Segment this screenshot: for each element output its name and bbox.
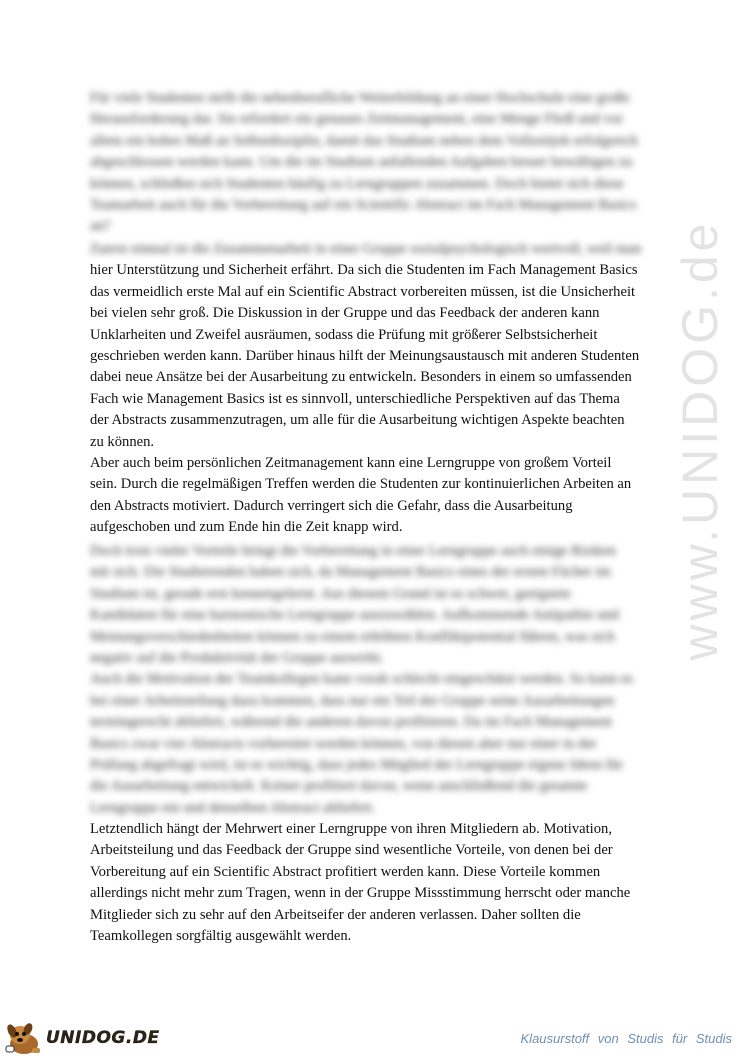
text-line: Meinungsverschiedenheiten können zu einem erhöhten Konfliktpotential führen, was sich — [90, 628, 615, 645]
text-line: geschrieben werden kann. Darüber hinaus hilft der Meinungsaustausch mit anderen Studenten — [90, 348, 640, 365]
text-line: zu können. — [90, 433, 155, 450]
text-line: den Abstracts motiviert. Dadurch verringert sich die Gefahr, dass die Ausarbeitung — [90, 497, 573, 514]
text-line: mit sich. Die Studierenden haben sich, da Management Basics eines der ersten Fächer im — [90, 564, 611, 581]
text-line: bei vielen sehr groß. Die Diskussion in der Gruppe und das Feedback der anderen kann — [90, 305, 600, 322]
text-line: Auch die Motivation der Teamkollegen kann vorab schlecht eingeschätzt werden. So kann es — [90, 671, 633, 688]
text-line: Teamarbeit auch für die Vorbereitung auf ein Scientific Abstract im Fach Management Basics — [90, 197, 637, 214]
text-line: Aber auch beim persönlichen Zeitmanagement kann eine Lerngruppe von großem Vorteil — [90, 455, 612, 472]
text-line: die Ausarbeitung entwickelt. Keiner profitiert davon, wenn anschließend die gesamte — [90, 778, 588, 795]
text-line: Kandidaten für eine harmonische Lerngruppe auszuwählen. Aufkommende Antipathie und — [90, 607, 619, 624]
unidog-logo[interactable] — [2, 1020, 160, 1056]
text-line: Letztendlich hängt der Mehrwert einer Lerngruppe von ihren Mitgliedern ab. Motivation, — [90, 821, 612, 837]
paragraph-conclusion — [90, 819, 662, 947]
text-line: dabei neue Ansätze bei der Ausarbeitung zu entwickeln. Besonders in einem so umfassenden — [90, 369, 632, 386]
text-line: an? — [90, 218, 111, 235]
text-line: Vorbereitung auf ein Scientific Abstract profitiert werden kann. Diese Vorteile kommen — [90, 863, 601, 880]
text-line: abgeschlossen werden kann. Um die im Studium anfallenden Aufgaben besser bewältigen zu — [90, 154, 633, 171]
text-line: Doch trotz vieler Vorteile bringt die Vorbereitung in einer Lerngruppe auch einige Risiken — [90, 543, 616, 559]
text-line: können, schließen sich Studenten häufig zu Lerngruppen zusammen. Doch bietet sich diese — [90, 175, 624, 192]
text-line-blurred: Zuerst einmal ist die Zusammenarbeit in einer Gruppe sozialpsychologisch wertvoll, weil man — [90, 241, 642, 257]
paragraph-advantages — [90, 239, 662, 539]
text-line: Teamkollegen sorgfältig ausgewählt werden. — [90, 928, 352, 945]
paragraph-intro-blurred — [90, 88, 662, 238]
text-line: Studium ist, gerade erst kennengelernt. Aus diesem Grund ist es schwer, geeignete — [90, 585, 571, 602]
dog-mascot-icon — [2, 1020, 46, 1056]
text-line: Arbeitsteilung und das Feedback der Gruppe sind wesentliche Vorteile, von denen bei der — [90, 842, 613, 859]
text-line: hier Unterstützung und Sicherheit erfährt. Da sich die Studenten im Fach Management Basics — [90, 262, 638, 279]
text-line: sein. Durch die regelmäßigen Treffen werden die Studenten zur kontinuierlichen Arbeiten an — [90, 476, 632, 493]
footer-tagline: Klausurstoff von Studis für Studis — [520, 1031, 732, 1046]
text-line: Fach wie Management Basics ist es sinnvoll, unterschiedliche Perspektiven auf das Thema — [90, 390, 620, 407]
text-line: der Abstracts zusammenzutragen, um alle für die Ausarbeitung wichtigen Aspekte beachten — [90, 412, 625, 429]
watermark: www.UNIDOG.de — [672, 219, 728, 661]
text-line: termingerecht abliefert, während die anderen davon profitieren. Da im Fach Management — [90, 714, 612, 731]
text-line: Basics zwar vier Abstracts vorbereitet werden können, von diesen aber nur einer in der — [90, 735, 597, 752]
text-line: Lerngruppe ein und denselben Abstract abliefert. — [90, 799, 376, 816]
text-line: negativ auf die Produktivität der Gruppe auswirkt. — [90, 650, 384, 667]
text-line: aufgeschoben und zum Ende hin die Zeit knapp wird. — [90, 519, 403, 536]
text-line: Prüfung abgefragt wird, ist es wichtig, dass jedes Mitglied der Lerngruppe eigene Ideen für — [90, 757, 623, 774]
text-line: das vermeidlich erste Mal auf ein Scientific Abstract vorbereiten müssen, ist die Unsicherheit — [90, 283, 636, 300]
text-line: Unklarheiten und Zweifel ausräumen, sodass die Prüfung mit größerer Selbstsicherheit — [90, 326, 598, 343]
text-line: Für viele Studenten stellt die nebenberufliche Weiterbildung an einer Hochschule eine große — [90, 90, 630, 106]
text-line: bei einer Arbeitsteilung dazu kommen, dass nur ein Teil der Gruppe seine Ausarbeitungen — [90, 692, 615, 709]
text-line: allem ein hohes Maß an Selbstdisziplin, damit das Studium neben dem Vollzeitjob erfolgreich — [90, 132, 638, 149]
paragraph-risks-blurred — [90, 541, 662, 819]
text-line: Herausforderung dar. Sie erfordert ein genaues Zeitmanagement, eine Menge Fleiß und vor — [90, 111, 623, 128]
text-line: Mitglieder sich zu sehr auf den Arbeitseifer der anderen verlassen. Daher sollten die — [90, 906, 581, 923]
text-line: allerdings nicht mehr zum Tragen, wenn in der Gruppe Missstimmung herrscht oder manche — [90, 885, 631, 902]
logo-text: UNIDOG.DE — [46, 1028, 160, 1048]
